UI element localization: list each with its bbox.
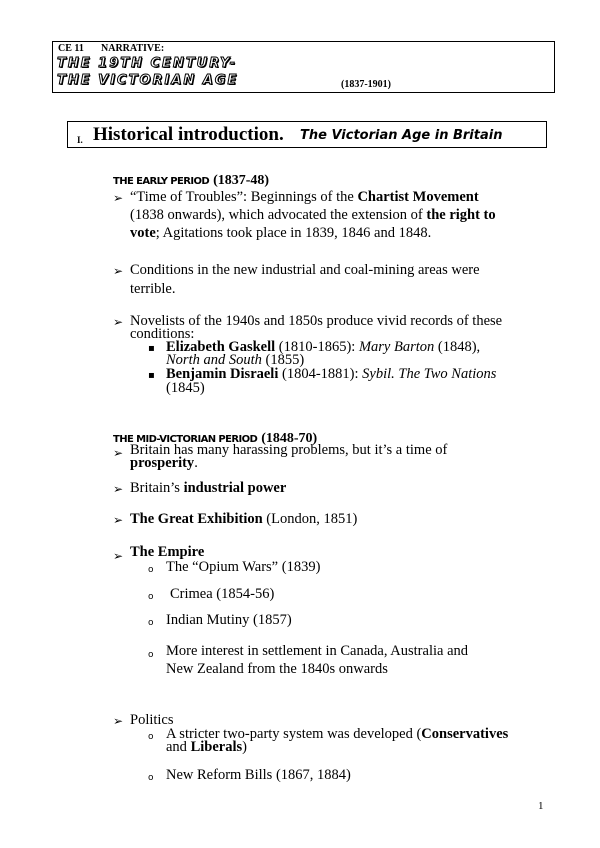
title-line-2: THE VICTORIAN AGE [57, 73, 239, 88]
empire-item-1: The “Opium Wars” (1839) [166, 559, 321, 575]
circle-bullet-icon: o [148, 618, 154, 628]
genre-label: NARRATIVE: [101, 43, 165, 54]
mid-bullet-4: The Empire [130, 544, 205, 560]
empire-item-3: Indian Mutiny (1857) [166, 612, 292, 628]
mid-period-label: THE MID-VICTORIAN PERIOD [113, 434, 258, 445]
early-bullet-3-line-1: Novelists of the 1940s and 1850s produce vivid records of these [130, 313, 503, 329]
circle-bullet-icon: o [148, 773, 154, 783]
early-bullet-2-line-2: terrible. [130, 281, 176, 297]
arrow-bullet-icon: ➢ [113, 513, 124, 527]
empire-item-4-line-2: New Zealand from the 1840s onwards [166, 661, 388, 677]
early-period-heading [113, 171, 269, 189]
mid-bullet-2: Britain’s industrial power [130, 480, 287, 496]
gaskell-line-2: North and South (1855) [166, 352, 305, 368]
circle-bullet-icon: o [148, 650, 154, 660]
empire-item-2: Crimea (1854-56) [170, 586, 275, 602]
section-heading-box [67, 121, 547, 148]
mid-bullet-1-line-1: Britain has many harassing problems, but it’s a time of [130, 442, 448, 458]
square-bullet-icon: ▪ [148, 370, 155, 381]
header-box [52, 41, 555, 93]
title-years: (1837-1901) [341, 79, 391, 90]
circle-bullet-icon: o [148, 592, 154, 602]
early-period-range: (1837-48) [213, 173, 270, 188]
arrow-bullet-icon: ➢ [113, 264, 124, 278]
circle-bullet-icon: o [148, 732, 154, 742]
empire-item-4-line-1: More interest in settlement in Canada, Australia and [166, 643, 469, 659]
page-number: 1 [538, 800, 544, 812]
politics-item-2: New Reform Bills (1867, 1884) [166, 767, 351, 783]
early-bullet-2-line-1: Conditions in the new industrial and coal-mining areas were [130, 262, 480, 278]
section-subtitle: The Victorian Age in Britain [300, 128, 503, 143]
early-period-label: THE EARLY PERIOD [113, 176, 210, 187]
mid-bullet-1-line-2: prosperity. [130, 455, 198, 471]
square-bullet-icon: ▪ [148, 343, 155, 354]
course-code: CE 11 [58, 43, 84, 54]
mid-period-range: (1848-70) [261, 431, 318, 446]
section-title: Historical introduction. [93, 124, 284, 145]
early-bullet-3-line-2: conditions: [130, 326, 195, 342]
gaskell-line-1: Elizabeth Gaskell (1810-1865): Mary Barton (1848), [166, 339, 481, 355]
circle-bullet-icon: o [148, 565, 154, 575]
mid-bullet-5: Politics [130, 712, 174, 728]
arrow-bullet-icon: ➢ [113, 714, 124, 728]
politics-item-1-line-2: and Liberals) [166, 739, 247, 755]
disraeli-line-2: (1845) [166, 380, 205, 396]
title-line-1: THE 19TH CENTURY- [57, 56, 237, 71]
arrow-bullet-icon: ➢ [113, 191, 124, 205]
early-bullet-1-line-2: (1838 onwards), which advocated the extension of the right to [130, 207, 496, 223]
section-numeral: I. [77, 135, 83, 145]
arrow-bullet-icon: ➢ [113, 482, 124, 496]
arrow-bullet-icon: ➢ [113, 549, 124, 563]
early-bullet-1-line-3: vote; Agitations took place in 1839, 1846 and 1848. [130, 225, 432, 241]
mid-bullet-3: The Great Exhibition (London, 1851) [130, 511, 358, 527]
arrow-bullet-icon: ➢ [113, 446, 124, 460]
arrow-bullet-icon: ➢ [113, 315, 124, 329]
disraeli-line-1: Benjamin Disraeli (1804-1881): Sybil. The Two Nations [166, 366, 497, 382]
early-bullet-1-line-1: “Time of Troubles”: Beginnings of the Chartist Movement [130, 189, 479, 205]
politics-item-1-line-1: A stricter two-party system was developed (Conservatives [166, 726, 509, 742]
